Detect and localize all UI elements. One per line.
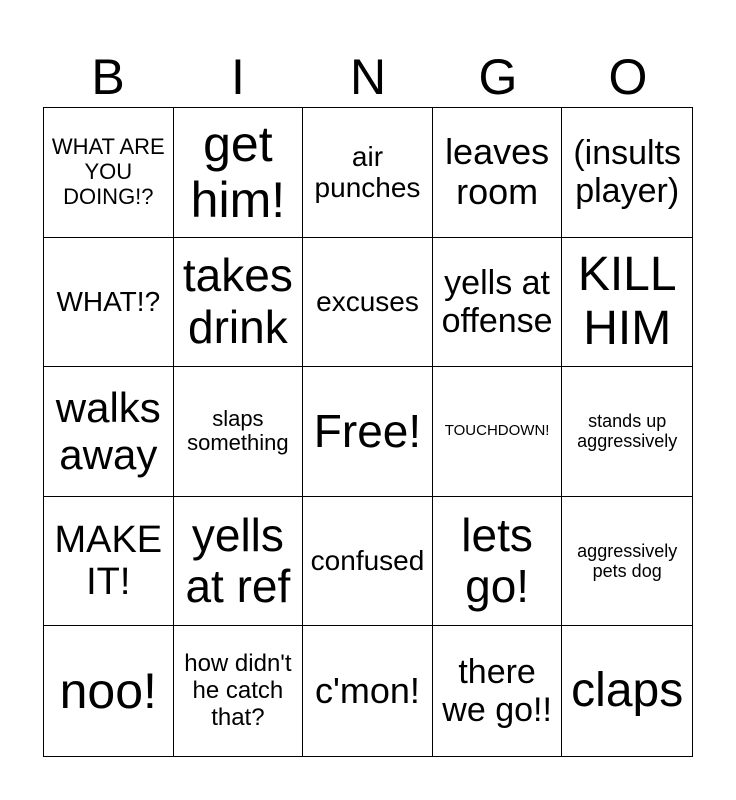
bingo-cell-text: (insults player) bbox=[573, 134, 682, 211]
bingo-cell-text: TOUCHDOWN! bbox=[444, 422, 550, 440]
bingo-cell-text: MAKE IT! bbox=[54, 518, 163, 604]
bingo-cell-text: yells at offense bbox=[441, 263, 553, 340]
bingo-cell[interactable] bbox=[562, 626, 692, 756]
bingo-cell-text: confused bbox=[310, 545, 425, 577]
bingo-cell[interactable] bbox=[303, 238, 433, 368]
bingo-cell[interactable] bbox=[562, 497, 692, 627]
header-letter-n: N bbox=[349, 49, 387, 105]
bingo-cell[interactable] bbox=[303, 497, 433, 627]
bingo-cell-text: get him! bbox=[190, 116, 286, 229]
bingo-cell[interactable] bbox=[562, 108, 692, 238]
header-letter-o: O bbox=[608, 49, 648, 105]
bingo-cell[interactable] bbox=[433, 238, 563, 368]
bingo-cell[interactable] bbox=[562, 238, 692, 368]
bingo-cell[interactable] bbox=[303, 626, 433, 756]
bingo-cell[interactable] bbox=[174, 238, 304, 368]
bingo-cell-text: Free! bbox=[313, 404, 422, 457]
bingo-cell[interactable] bbox=[562, 367, 692, 497]
bingo-cell[interactable] bbox=[433, 108, 563, 238]
bingo-cell-text: there we go!! bbox=[442, 653, 552, 730]
bingo-cell-text: WHAT ARE YOU DOING!? bbox=[51, 134, 165, 209]
bingo-cell-text: walks away bbox=[55, 384, 161, 479]
bingo-cell-text: lets go! bbox=[461, 508, 533, 613]
bingo-board bbox=[43, 107, 693, 757]
bingo-cell-text: excuses bbox=[316, 286, 419, 318]
bingo-cell[interactable] bbox=[44, 108, 174, 238]
bingo-cell-text: leaves room bbox=[445, 130, 550, 213]
bingo-cell[interactable] bbox=[174, 497, 304, 627]
header-letter-i: I bbox=[231, 49, 245, 105]
bingo-cell-text: claps bbox=[571, 664, 684, 718]
bingo-cell-text: c'mon! bbox=[315, 670, 420, 712]
bingo-cell[interactable] bbox=[303, 367, 433, 497]
bingo-cell-text: WHAT!? bbox=[56, 286, 161, 318]
header-letter-g: G bbox=[478, 49, 518, 105]
bingo-cell[interactable] bbox=[433, 367, 563, 497]
bingo-cell[interactable] bbox=[44, 367, 174, 497]
bingo-cell-text: aggressively pets dog bbox=[577, 540, 678, 582]
header-letter-b: B bbox=[91, 49, 125, 105]
bingo-cell-text: yells at ref bbox=[185, 508, 291, 613]
bingo-cell[interactable] bbox=[174, 367, 304, 497]
bingo-cell[interactable] bbox=[433, 497, 563, 627]
bingo-cell-text: stands up aggressively bbox=[577, 411, 678, 452]
bingo-cell[interactable] bbox=[303, 108, 433, 238]
bingo-cell[interactable] bbox=[433, 626, 563, 756]
bingo-cell-text: how didn't he catch that? bbox=[184, 649, 292, 731]
bingo-cell[interactable] bbox=[44, 238, 174, 368]
bingo-cell-text: takes drink bbox=[182, 249, 293, 353]
bingo-cell[interactable] bbox=[44, 626, 174, 756]
bingo-cell-text: KILL HIM bbox=[577, 248, 677, 355]
bingo-cell[interactable] bbox=[44, 497, 174, 627]
bingo-header bbox=[43, 48, 693, 106]
bingo-cell-text: noo! bbox=[59, 663, 157, 720]
bingo-cell[interactable] bbox=[174, 626, 304, 756]
bingo-cell-text: slaps something bbox=[187, 405, 289, 456]
bingo-cell[interactable] bbox=[174, 108, 304, 238]
bingo-cell-text: air punches bbox=[314, 140, 421, 204]
